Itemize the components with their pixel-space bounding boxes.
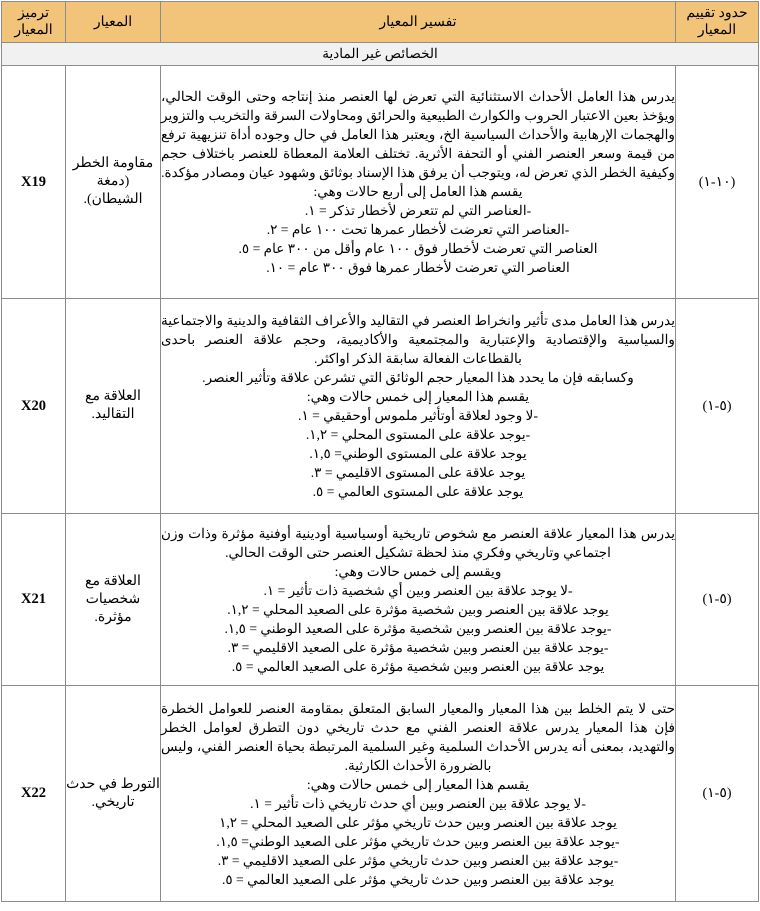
criteria-table xyxy=(1,1,759,902)
criterion-code: X21 xyxy=(2,514,66,686)
description-intro: يدرس هذا العامل مدى تأثير وانخراط العنصر في التقاليد والأعراف الثقافية والدينية والاجتماعية والسياسية والإقتصادية والإعتبارية والمجتمعية والأكاديمية، وحجم علاقة العنصر باحدى بالقطاعات الفعالة سابقة الذكر اواكثر. xyxy=(161,313,675,366)
case-item: العناصر التي تعرضت لأخطار عمرها فوق ٣٠٠ عام = ١٠. xyxy=(266,260,570,275)
cases-list xyxy=(161,201,675,277)
criterion-name: العلاقة مع شخصيات مؤثرة. xyxy=(66,514,161,686)
case-item: يوجد علاقة على المستوى العالمي = ٥. xyxy=(312,484,524,499)
section-title: الخصائص غير المادية xyxy=(2,43,759,66)
description-cell xyxy=(161,66,676,299)
criterion-name: العلاقة مع التقاليد. xyxy=(66,299,161,514)
description-lead: يقسم هذا المعيار إلى خمس حالات وهي: xyxy=(306,776,530,792)
criterion-code: X19 xyxy=(2,66,66,299)
description-note: وكسابقه فإن ما يحدد هذا المعيار حجم الوثائق التي تشرعن علاقة وتأثير العنصر. xyxy=(202,370,634,385)
range-cell: (٥-١) xyxy=(676,686,759,902)
table-row xyxy=(2,686,759,902)
case-item: -يوجد علاقة بين العنصر وبين حدث تاريخي مؤثر على الصعيد الاقليمي = ٣. xyxy=(217,852,619,868)
criterion-name: التورط في حدث تاريخي. xyxy=(66,686,161,902)
case-item: يوجد علاقة بين العنصر وبين حدث تاريخي مؤثر على الصعيد العالمي = ٥. xyxy=(221,871,615,887)
description-intro: حتى لا يتم الخلط بين هذا المعيار والمعيار السابق المتعلق بمقاومة العنصر للعوامل الخطرة فإن هذا المعيار يدرس علاقة العنصر الفني مع حدث تاريخي دون التطرق لعوامل الخطر والتهديد، بمعنى أنه يدرس الأحداث السلمية وغير السلمية المرتبطة بحياة العنصر الفني، وليس بالضرورة الأحداث الكارثية. xyxy=(161,700,675,773)
header-description: تفسير المعيار xyxy=(161,2,676,43)
description-cell xyxy=(161,686,676,902)
description-lead: يقسم هذا المعيار إلى خمس حالات وهي: xyxy=(306,389,530,404)
cases-list xyxy=(161,794,675,889)
case-item: يوجد علاقة على المستوى الوطني= ١,٥. xyxy=(309,446,527,461)
header-code: ترميز المعيار xyxy=(2,2,66,43)
description-intro: يدرس هذا العامل الأحداث الاستثنائية التي تعرض لها العنصر منذ إنتاجه وحتى الوقت الحالي، ويؤخذ بعين الاعتبار الحروب والكوارث الطبيعية والحرائق ومحاولات السرقة والتخريب والتزوير والهجمات الإرهابية والأحداث السياسية الخ، ويعتبر هذا العامل في حال وجوده أداة تنزيهية ترفع من قيمة وسعر العنصر الفني أو التحفة الأثرية. تختلف العلامة المعطاة للعنصر باختلاف حجم وكيفية الخطر الذي تعرض له، ويتوجب أن يرفق هذا الإسناد بوثائق وشهود عيان ومصادر مؤكدة. xyxy=(161,89,675,180)
table-row xyxy=(2,66,759,299)
description-cell xyxy=(161,514,676,686)
range-cell: (١٠-١) xyxy=(676,66,759,299)
criterion-code: X20 xyxy=(2,299,66,514)
range-cell: (٥-١) xyxy=(676,514,759,686)
case-item: يوجد علاقة بين العنصر وبين شخصية مؤثرة على الصعيد المحلي = ١,٢. xyxy=(227,601,609,617)
header-row xyxy=(2,2,759,43)
criterion-name: مقاومة الخطر (دمغة الشيطان). xyxy=(66,66,161,299)
case-item: -لا يوجد علاقة بين العنصر وبين أي شخصية ذات تأثير = ١. xyxy=(263,582,573,598)
case-item: -يوجد علاقة بين العنصر وبين شخصية مؤثرة على الصعيد الوطني = ١,٥. xyxy=(224,620,612,636)
description-cell xyxy=(161,299,676,514)
description-lead: يقسم هذا العامل إلى أربع حالات وهي: xyxy=(313,184,523,199)
cases-list xyxy=(161,406,675,501)
description-intro: يدرس هذا المعيار علاقة العنصر مع شخوص تاريخية أوسياسية أودينية أوفنية مؤثرة وذات وزن اجتماعي وتاريخي وفكري منذ لحظة تشكيل العنصر حتى الوقت الحالي. xyxy=(161,525,675,560)
table-row xyxy=(2,514,759,686)
table-row xyxy=(2,299,759,514)
case-item: -العناصر التي لم تتعرض لأخطار تذكر = ١. xyxy=(304,203,532,218)
header-range: حدود تقييم المعيار xyxy=(676,2,759,43)
case-item: -لا يوجد علاقة بين العنصر وبين أي حدث تاريخي ذات تأثير = ١. xyxy=(250,795,586,811)
case-item: -العناصر التي تعرضت لأخطار عمرها تحت ١٠٠ عام = ٢. xyxy=(266,222,570,237)
case-item: -لا وجود لعلاقة أوتأثير ملموس أوحقيقي = ١. xyxy=(298,408,538,423)
range-cell: (٥-١) xyxy=(676,299,759,514)
case-item: -يوجد علاقة بين العنصر وبين شخصية مؤثرة على الصعيد الاقليمي = ٣. xyxy=(227,639,609,655)
description-lead: ويقسم إلى خمس حالات وهي: xyxy=(334,563,502,579)
section-row xyxy=(2,43,759,66)
case-item: يوجد علاقة على المستوى الاقليمي = ٣. xyxy=(310,465,526,480)
case-item: يوجد علاقة بين العنصر وبين شخصية مؤثرة على الصعيد العالمي = ٥. xyxy=(231,658,605,674)
case-item: -يوجد علاقة على المستوى المحلي = ١,٢. xyxy=(305,427,531,442)
case-item: -يوجد علاقة بين العنصر وبين حدث تاريخي مؤثر على الصعيد الوطني= ١,٥. xyxy=(216,833,620,849)
header-criterion: المعيار xyxy=(66,2,161,43)
case-item: يوجد علاقة بين العنصر وبين حدث تاريخي مؤثر على الصعيد المحلي = ١,٢ xyxy=(219,814,617,830)
criterion-code: X22 xyxy=(2,686,66,902)
cases-list xyxy=(161,581,675,676)
case-item: العناصر التي تعرضت لأخطار فوق ١٠٠ عام وأقل من ٣٠٠ عام = ٥. xyxy=(238,241,598,256)
